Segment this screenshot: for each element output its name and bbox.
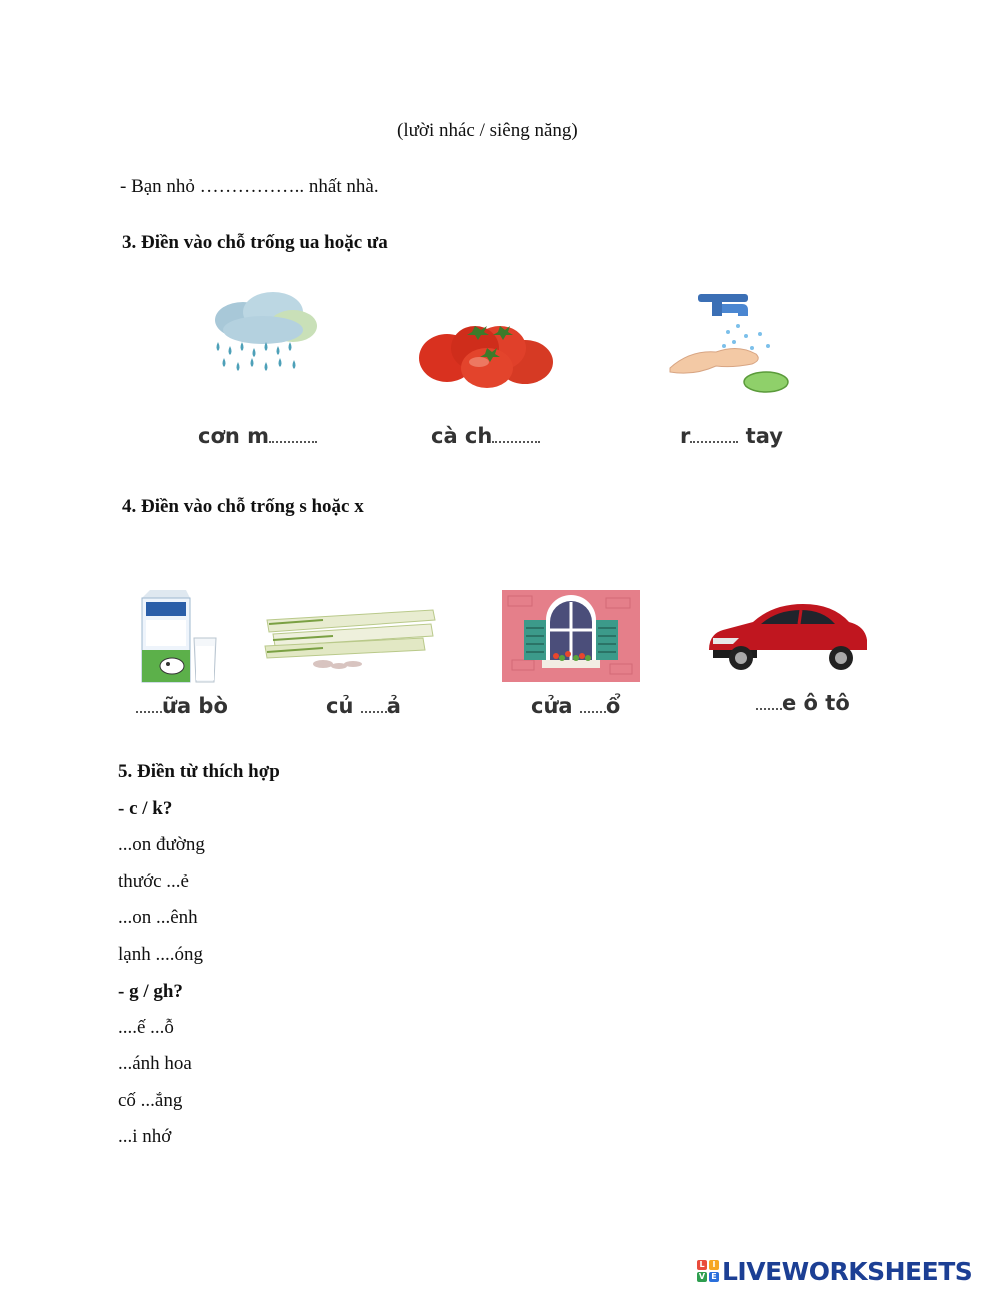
word-cua-so: cửa ổ (531, 694, 621, 718)
hand-washing-icon (668, 290, 793, 395)
exercise-line: thước ...ẻ (118, 871, 189, 892)
section-4-title: 4. Điền vào chỗ trống s hoặc x (122, 496, 364, 517)
logo-square: E (709, 1272, 719, 1282)
section-3-title: 3. Điền vào chỗ trống ua hoặc ưa (122, 232, 388, 253)
blank-slot[interactable] (136, 707, 162, 713)
exercise-line: ...ánh hoa (118, 1053, 192, 1074)
word-rua-tay: r tay (680, 424, 783, 448)
exercise-line: ...on ...ênh (118, 907, 198, 928)
rain-cloud-icon (208, 290, 320, 378)
exercise-line: ...on đường (118, 834, 205, 855)
group-g-gh-label: - g / gh? (118, 981, 183, 1002)
word-cu-sa: củ ả (326, 694, 401, 718)
word-choices: (lười nhác / siêng năng) (397, 120, 578, 141)
exercise-line: lạnh ....óng (118, 944, 203, 965)
section-5-title: 5. Điền từ thích hợp (118, 761, 280, 782)
word-xe-o-to: e ô tô (756, 691, 850, 715)
blank-slot[interactable] (580, 707, 606, 713)
exercise-line: cố ...ắng (118, 1090, 183, 1111)
group-c-k-label: - c / k? (118, 798, 173, 819)
word-sua-bo: ữa bò (136, 694, 228, 718)
blank-slot[interactable] (361, 707, 387, 713)
blank-slot[interactable] (492, 437, 540, 443)
blank-slot[interactable] (269, 437, 317, 443)
milk-carton-icon (138, 588, 220, 684)
logo-square: I (709, 1260, 719, 1270)
tomatoes-icon (415, 318, 557, 390)
logo-square: V (698, 1272, 706, 1281)
logo-text: LIVEWORKSHEETS (722, 1256, 973, 1286)
logo-mark-icon (697, 1260, 719, 1282)
word-con-mua: cơn m (198, 424, 317, 448)
exercise-line: ...i nhớ (118, 1126, 172, 1147)
liveworksheets-logo (697, 1256, 972, 1286)
blank-slot[interactable] (756, 704, 782, 710)
exercise-line: ....ế ...ỗ (118, 1017, 174, 1038)
logo-square: L (697, 1260, 707, 1270)
car-icon (703, 600, 873, 672)
window-icon (502, 590, 640, 682)
blank-slot[interactable] (690, 437, 738, 443)
sentence-blank: - Bạn nhỏ …………….. nhất nhà. (120, 176, 379, 197)
word-ca-chua: cà ch (431, 424, 540, 448)
lemongrass-icon (263, 600, 441, 672)
